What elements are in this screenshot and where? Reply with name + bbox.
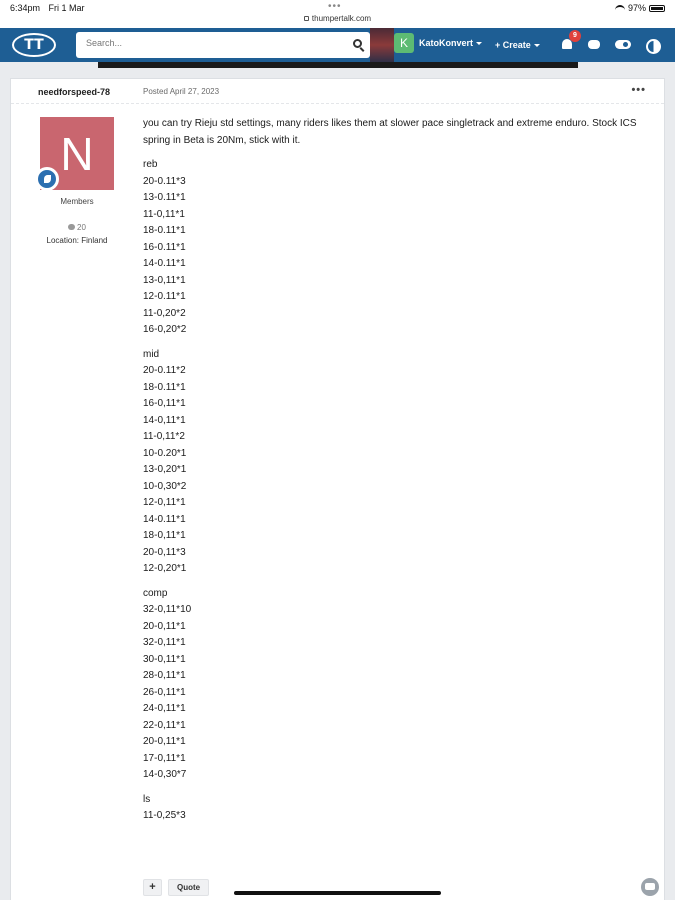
- shim-line: 16-0,20*2: [143, 324, 187, 335]
- home-indicator[interactable]: [234, 891, 441, 895]
- add-reaction-button[interactable]: +: [143, 879, 162, 896]
- plus-icon: +: [495, 40, 503, 50]
- post-footer: [143, 879, 209, 896]
- post-card: [10, 78, 665, 900]
- section-title: mid: [143, 348, 160, 360]
- post-intro: you can try Rieju std settings, many riders likes them at slower pace singletrack and extreme enduro. Stock ICS spring in Beta is 20Nm, stick with it.: [143, 118, 637, 146]
- toggle-icon[interactable]: [615, 37, 631, 53]
- shim-line: 18-0.11*1: [143, 381, 186, 393]
- status-date: Fri 1 Mar: [48, 3, 85, 13]
- battery-icon: [649, 5, 665, 12]
- shim-line: 32-0,11*10: [143, 604, 192, 615]
- shim-line: 11-0,20*2: [143, 307, 186, 319]
- shim-line: 12-0.11*1: [143, 291, 186, 302]
- shim-section-ls: [143, 792, 663, 825]
- search-box[interactable]: [76, 32, 370, 58]
- shim-section-reb: [143, 157, 663, 339]
- shim-line: 30-0,11*1: [143, 653, 186, 665]
- shim-line: 20-0,11*3: [143, 546, 186, 558]
- shim-line: 22-0,11*1: [143, 719, 186, 731]
- user-avatar[interactable]: K: [394, 33, 414, 53]
- author-avatar[interactable]: N: [40, 117, 114, 190]
- shim-line: 14-0,11*1: [143, 414, 186, 426]
- address-bar[interactable]: [0, 14, 675, 23]
- shim-line: 20-0,11*1: [143, 620, 186, 632]
- create-button[interactable]: [495, 40, 540, 50]
- status-time-date: [10, 3, 91, 13]
- section-title: reb: [143, 159, 158, 170]
- shim-line: 18-0.11*1: [143, 225, 186, 236]
- notification-badge[interactable]: 9: [569, 30, 581, 42]
- header-banner: [98, 62, 578, 68]
- shim-section-mid: [143, 347, 663, 578]
- status-indicators: [615, 3, 665, 13]
- multitasking-dots[interactable]: •••: [328, 1, 342, 12]
- post-header: [11, 79, 664, 104]
- rank-badge-icon: [35, 167, 59, 191]
- shim-line: 13-0.11*1: [143, 192, 186, 203]
- status-time: 6:34pm: [10, 3, 41, 13]
- shim-line: 28-0,11*1: [143, 670, 186, 681]
- url-text: thumpertalk.com: [311, 14, 372, 23]
- section-title: ls: [143, 793, 151, 805]
- site-header: [0, 28, 675, 62]
- shim-line: 20-0.11*2: [143, 365, 186, 376]
- post-count-value: 20: [77, 223, 86, 232]
- shim-line: 12-0,20*1: [143, 563, 187, 574]
- shim-line: 13-0,20*1: [143, 464, 187, 475]
- lock-icon: [304, 16, 309, 21]
- shim-line: 11-0,11*2: [143, 431, 185, 442]
- floating-chat-icon[interactable]: [641, 878, 659, 896]
- search-icon[interactable]: [353, 39, 362, 48]
- messages-icon[interactable]: [587, 37, 603, 53]
- search-input[interactable]: [86, 38, 336, 48]
- shim-line: 20-0.11*3: [143, 175, 186, 187]
- chevron-down-icon: [534, 44, 540, 47]
- shim-line: 14-0,30*7: [143, 769, 187, 780]
- shim-line: 14-0.11*1: [143, 258, 186, 269]
- shim-line: 18-0,11*1: [143, 530, 186, 541]
- shim-line: 14-0.11*1: [143, 513, 186, 525]
- chevron-down-icon: [476, 42, 482, 45]
- shim-line: 16-0,11*1: [143, 398, 186, 409]
- logo-text: TT: [24, 37, 44, 53]
- post-author[interactable]: needforspeed-78: [38, 87, 111, 97]
- user-menu[interactable]: [394, 33, 482, 53]
- post-content: [143, 116, 663, 833]
- theme-contrast-icon[interactable]: [645, 37, 661, 53]
- shim-line: 26-0,11*1: [143, 686, 186, 698]
- shim-line: 12-0,11*1: [143, 497, 186, 508]
- shim-section-comp: [143, 586, 663, 784]
- section-title: comp: [143, 587, 168, 599]
- quote-button[interactable]: Quote: [168, 879, 209, 896]
- shim-line: 16-0.11*1: [143, 241, 186, 253]
- site-logo[interactable]: [12, 33, 56, 57]
- username[interactable]: KatoKonvert: [419, 38, 474, 48]
- author-location: Location: Finland: [46, 236, 108, 245]
- post-menu-button[interactable]: •••: [631, 84, 646, 96]
- comment-icon: [68, 224, 75, 230]
- shim-line: 10-0.20*1: [143, 447, 187, 459]
- create-label: Create: [502, 40, 531, 50]
- shim-line: 13-0,11*1: [143, 274, 186, 286]
- shim-line: 20-0,11*1: [143, 736, 186, 747]
- author-group: Members: [60, 197, 94, 206]
- shim-line: 32-0,11*1: [143, 637, 186, 648]
- wifi-icon: [615, 5, 625, 12]
- shim-line: 11-0,11*1: [143, 208, 185, 220]
- post-date[interactable]: Posted April 27, 2023: [143, 87, 220, 96]
- status-bar: [0, 0, 675, 28]
- battery-percent: 97%: [627, 3, 646, 13]
- shim-line: 24-0,11*1: [143, 703, 186, 714]
- shim-line: 17-0,11*1: [143, 752, 186, 764]
- header-image: [370, 28, 394, 62]
- shim-line: 10-0,30*2: [143, 480, 187, 492]
- shim-line: 11-0,25*3: [143, 810, 186, 821]
- author-post-count: [40, 223, 114, 232]
- shim-stack-sections: [143, 157, 663, 825]
